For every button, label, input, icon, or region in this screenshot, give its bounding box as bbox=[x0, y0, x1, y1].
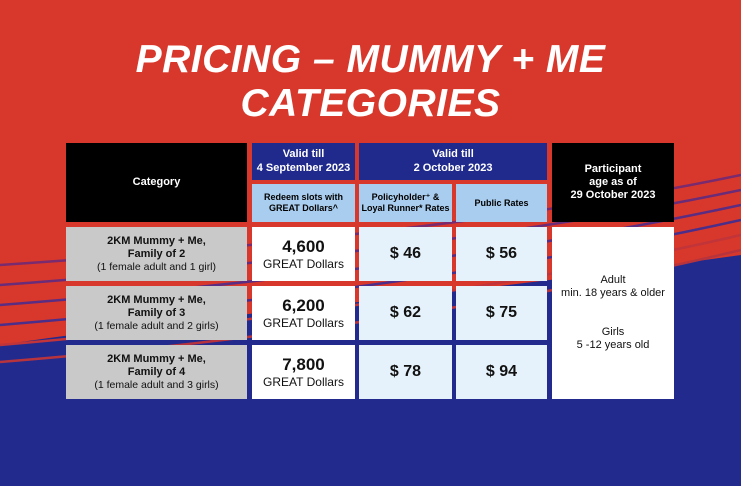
category-name-line1: 2KM Mummy + Me, bbox=[107, 352, 206, 365]
policyholder-price-cell bbox=[359, 286, 452, 340]
subheader-public-rates-label: Public Rates bbox=[474, 197, 529, 208]
policyholder-price: $ 46 bbox=[389, 245, 422, 263]
category-name-line1: 2KM Mummy + Me, bbox=[107, 293, 206, 306]
policyholder-price-cell bbox=[359, 227, 452, 281]
header-valid-september-line1: Valid till bbox=[282, 148, 325, 161]
subheader-redeem bbox=[252, 184, 355, 222]
subheader-policyholder bbox=[359, 184, 452, 222]
header-valid-october-line2: 2 October 2023 bbox=[413, 161, 493, 174]
header-category-label: Category bbox=[132, 175, 181, 188]
policyholder-price: $ 62 bbox=[389, 304, 422, 322]
header-category bbox=[66, 143, 247, 222]
category-name-line1: 2KM Mummy + Me, bbox=[107, 234, 206, 247]
table-row-category bbox=[66, 227, 247, 281]
table-row-category bbox=[66, 286, 247, 340]
age-girls-rule: 5 -12 years old bbox=[576, 339, 650, 352]
category-detail: (1 female adult and 2 girls) bbox=[94, 319, 219, 332]
age-adult-rule: min. 18 years & older bbox=[561, 286, 665, 299]
policyholder-price: $ 78 bbox=[389, 363, 422, 381]
header-valid-october bbox=[359, 143, 547, 180]
header-valid-october-line1: Valid till bbox=[432, 148, 474, 161]
policyholder-price-cell bbox=[359, 345, 452, 399]
header-participant-line3: 29 October 2023 bbox=[570, 189, 656, 202]
header-valid-september bbox=[252, 143, 355, 180]
public-price: $ 56 bbox=[485, 245, 518, 263]
great-dollars-value: 7,800 bbox=[282, 354, 325, 374]
header-participant-line2: age as of bbox=[589, 175, 637, 188]
subheader-policyholder-line1: Policyholder⁺ & bbox=[371, 192, 440, 203]
category-name-line2: Family of 3 bbox=[127, 306, 186, 319]
great-dollars-unit: GREAT Dollars bbox=[263, 257, 344, 271]
page-title: PRICING – MUMMY + ME CATEGORIES bbox=[135, 38, 606, 125]
public-price: $ 75 bbox=[485, 304, 518, 322]
public-price: $ 94 bbox=[485, 363, 518, 381]
age-adult-label: Adult bbox=[600, 273, 626, 286]
great-dollars-cell bbox=[252, 345, 355, 399]
subheader-policyholder-line2: Loyal Runner* Rates bbox=[361, 203, 450, 213]
great-dollars-unit: GREAT Dollars bbox=[263, 375, 344, 389]
public-price-cell bbox=[456, 227, 547, 281]
subheader-redeem-line1: Redeem slots with bbox=[263, 192, 344, 203]
header-participant-line1: Participant bbox=[584, 162, 642, 175]
table-row-category bbox=[66, 345, 247, 399]
header-participant-age bbox=[552, 143, 674, 222]
category-detail: (1 female adult and 3 girls) bbox=[94, 378, 219, 391]
category-name-line2: Family of 4 bbox=[127, 365, 186, 378]
header-valid-september-line2: 4 September 2023 bbox=[256, 161, 351, 174]
great-dollars-cell bbox=[252, 286, 355, 340]
subheader-public-rates bbox=[456, 184, 547, 222]
category-name-line2: Family of 2 bbox=[127, 247, 186, 260]
age-girls-label: Girls bbox=[601, 326, 625, 338]
great-dollars-cell bbox=[252, 227, 355, 281]
participant-age-cell bbox=[552, 227, 674, 399]
public-price-cell bbox=[456, 345, 547, 399]
great-dollars-value: 4,600 bbox=[282, 236, 325, 256]
subheader-redeem-line2: GREAT Dollars^ bbox=[268, 203, 339, 213]
great-dollars-value: 6,200 bbox=[282, 295, 325, 315]
public-price-cell bbox=[456, 286, 547, 340]
great-dollars-unit: GREAT Dollars bbox=[263, 316, 344, 330]
category-detail: (1 female adult and 1 girl) bbox=[96, 260, 217, 273]
